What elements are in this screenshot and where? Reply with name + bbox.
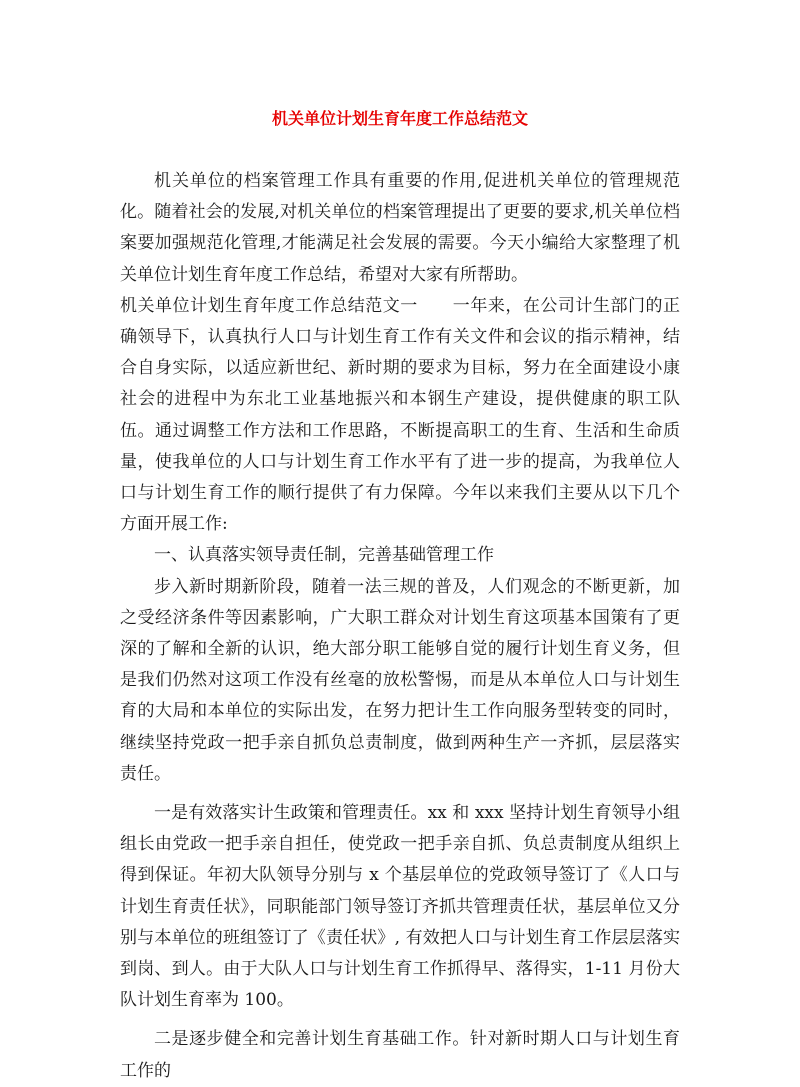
paragraph-point-two: 二是逐步健全和完善计划生育基础工作。针对新时期人口与计划生育工作的 [120, 1029, 680, 1081]
paragraph-summary-one: 机关单位计划生育年度工作总结范文一 一年来，在公司计生部门的正确领导下，认真执行人口与计划生育工作有关文件和会议的指示精神，结合自身实际，以适应新世纪、新时期的要求为目标，努力在全面建设小康社会的进程中为东北工业基地振兴和本钢生产建设，提供健康的职工队伍。通过调整工作方法和工作思路，不断提高职工的生育、生活和生命质量，使我单位的人口与计划生育工作水平有了进一步的提高，为我单位人口与计划生育工作的顺行提供了有力保障。今年以来我们主要从以下几个方面开展工作: [120, 295, 680, 535]
paragraph-new-era: 步入新时期新阶段，随着一法三规的普及，人们观念的不断更新，加之受经济条件等因素影响，广大职工群众对计划生育这项基本国策有了更深的了解和全新的认识，绝大部分职工能够自觉的履行计划生育义务，但是我们仍然对这项工作没有丝毫的放松警惕，而是从本单位人口与计划生育的大局和本单位的实际出发，在努力把计生工作向服务型转变的同时，继续坚持党政一把手亲自抓负总责制度，做到两种生产一齐抓，层层落实责任。 [120, 576, 680, 784]
paragraph-point-one: 一是有效落实计生政策和管理责任。xx 和 xxx 坚持计划生育领导小组组长由党政一把手亲自担任，使党政一把手亲自抓、负总责制度从组织上得到保证。年初大队领导分别与 x 个基层单位的党政领导签订了《人口与计划生育责任状》，同职能部门领导签订齐抓共管理责任状，基层单位又分别与本单位的班组签订了《责任状》, 有效把人口与计划生育工作层层落实到岗、到人。由于大队人口与计划生育工作抓得早、落得实，1-11 月份大队计划生育率为 100。 [120, 803, 680, 1011]
document-title: 机关单位计划生育年度工作总结范文 [271, 109, 528, 128]
paragraph-intro: 机关单位的档案管理工作具有重要的作用,促进机关单位的管理规范化。随着社会的发展,对机关单位的档案管理提出了更要的要求,机关单位档案要加强规范化管理,才能满足社会发展的需要。今天小编给大家整理了机关单位计划生育年度工作总结，希望对大家有所帮助。 [120, 171, 680, 285]
document-body [120, 166, 680, 1087]
section-heading-one: 一、认真落实领导责任制，完善基础管理工作 [154, 545, 494, 566]
